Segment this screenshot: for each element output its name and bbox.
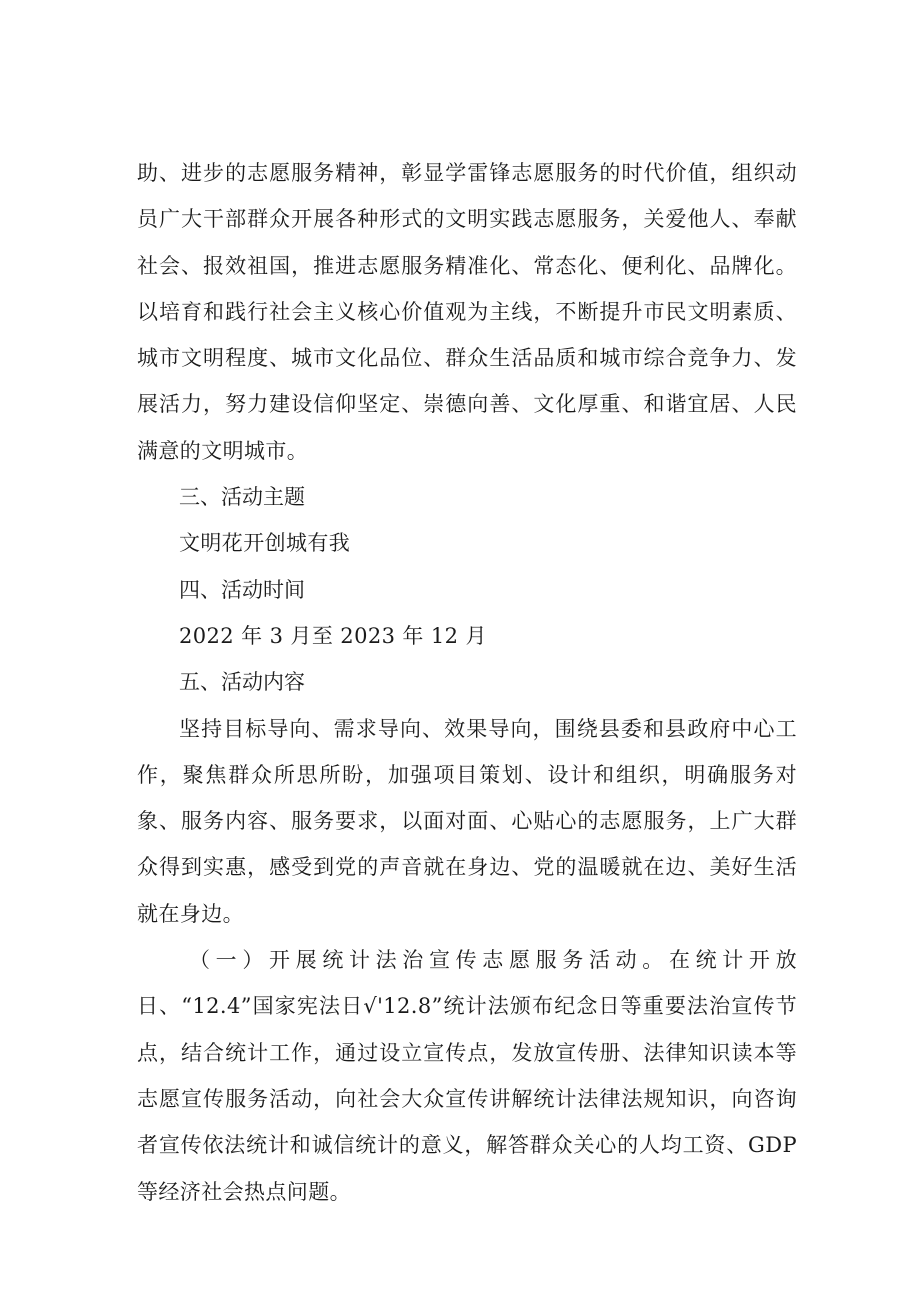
- document-body: [137, 150, 797, 1215]
- section-heading-time: 四、活动时间: [179, 577, 305, 602]
- paragraph-continued: 助、进步的志愿服务精神，彰显学雷锋志愿服务的时代价值，组织动员广大干部群众开展各种形式的文明实践志愿服务，关爱他人、奉献社会、报效祖国，推进志愿服务精准化、常态化、便利化、品牌化。以培育和践行社会主义核心价值观为主线，不断提升市民文明素质、城市文明程度、城市文化品位、群众生活品质和城市综合竞争力、发展活力，努力建设信仰坚定、崇德向善、文化厚重、和谐宜居、人民满意的文明城市。: [137, 161, 797, 463]
- section-heading-theme: 三、活动主题: [179, 485, 305, 510]
- paragraph-theme: 文明花开创城有我: [179, 531, 351, 556]
- paragraph-subsection-1: （一）开展统计法治宣传志愿服务活动。在统计开放日、“12.4”国家宪法日√'12.8”统计法颁布纪念日等重要法治宣传节点，结合统计工作，通过设立宣传点，发放宣传册、法律知识读本等志愿宣传服务活动，向社会大众宣传讲解统计法律法规知识，向咨询者宣传依法统计和诚信统计的意义，解答群众关心的人均工资、GDP 等经济社会热点问题。: [137, 948, 797, 1204]
- paragraph-content: 坚持目标导向、需求导向、效果导向，围绕县委和县政府中心工作，聚焦群众所思所盼，加强项目策划、设计和组织，明确服务对象、服务内容、服务要求，以面对面、心贴心的志愿服务，上广大群众得到实惠，感受到党的声音就在身边、党的温暖就在边、美好生活就在身边。: [137, 716, 797, 926]
- section-heading-content: 五、活动内容: [179, 670, 305, 695]
- paragraph-time: 2022 年 3 月至 2023 年 12 月: [179, 623, 487, 648]
